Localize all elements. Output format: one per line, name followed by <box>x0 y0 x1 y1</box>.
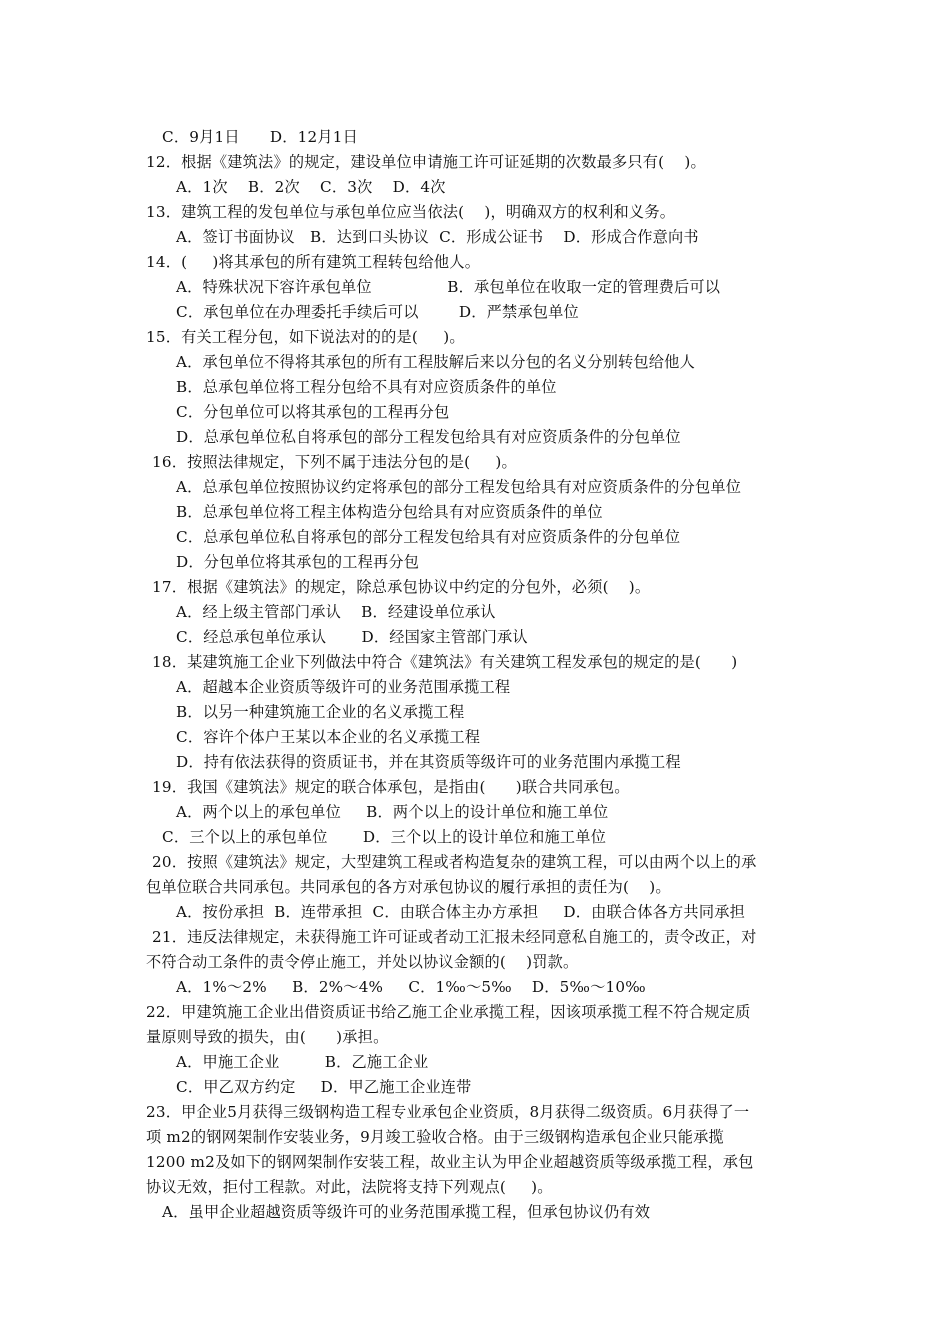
answer-option-line: C．容许个体户王某以本企业的名义承揽工程 <box>176 728 481 746</box>
answer-options-line: A．按份承担 B．连带承担 C．由联合体主办方承担 D．由联合体各方共同承担 <box>176 903 745 921</box>
answer-options-line: C．甲乙双方约定 D．甲乙施工企业连带 <box>176 1078 472 1096</box>
answer-option-line: B．总承包单位将工程分包给不具有对应资质条件的单位 <box>176 378 557 396</box>
answer-option-line: B．以另一种建筑施工企业的名义承揽工程 <box>176 703 465 721</box>
answer-option-line: B．总承包单位将工程主体构造分包给具有对应资质条件的单位 <box>176 503 603 521</box>
question-line: 14．( )将其承包的所有建筑工程转包给他人。 <box>146 253 481 271</box>
answer-options-line: A．两个以上的承包单位 B．两个以上的设计单位和施工单位 <box>176 803 609 821</box>
answer-option-line: A．总承包单位按照协议约定将承包的部分工程发包给具有对应资质条件的分包单位 <box>176 478 742 496</box>
question-line: 19．我国《建筑法》规定的联合体承包，是指由( )联合共同承包。 <box>152 778 630 796</box>
question-line: 18．某建筑施工企业下列做法中符合《建筑法》有关建筑工程发承包的规定的是( ) <box>152 653 738 671</box>
answer-option-line: D．持有依法获得的资质证书，并在其资质等级许可的业务范围内承揽工程 <box>176 753 681 771</box>
question-line: 15．有关工程分包，如下说法对的的是( )。 <box>146 328 465 346</box>
question-continuation-line: 1200 m2及如下的钢网架制作安装工程，故业主认为甲企业超越资质等级承揽工程，承包 <box>146 1153 754 1171</box>
answer-options-line: C．承包单位在办理委托手续后可以 D．严禁承包单位 <box>176 303 579 321</box>
answer-options-line: A．特殊状况下容许承包单位 B．承包单位在收取一定的管理费后可以 <box>176 278 721 296</box>
question-line: 20．按照《建筑法》规定，大型建筑工程或者构造复杂的建筑工程，可以由两个以上的承 <box>152 853 757 871</box>
question-line: 13．建筑工程的发包单位与承包单位应当依法( )，明确双方的权利和义务。 <box>146 203 676 221</box>
answer-options-line: A．甲施工企业 B．乙施工企业 <box>176 1053 429 1071</box>
question-line: 23．甲企业5月获得三级钢构造工程专业承包企业资质，8月获得二级资质。6月获得了一 <box>146 1103 750 1121</box>
answer-options-line: C．经总承包单位承认 D．经国家主管部门承认 <box>176 628 528 646</box>
answer-options-line: A．1%～2% B．2%～4% C．1‰～5‰ D．5‰～10‰ <box>176 978 646 996</box>
answer-option-line: C．总承包单位私自将承包的部分工程发包给具有对应资质条件的分包单位 <box>176 528 681 546</box>
question-continuation-line: 协议无效，拒付工程款。对此，法院将支持下列观点( )。 <box>146 1178 553 1196</box>
answer-option-line: A．超越本企业资质等级许可的业务范围承揽工程 <box>176 678 511 696</box>
question-line: 12．根据《建筑法》的规定，建设单位申请施工许可证延期的次数最多只有( )。 <box>146 153 706 171</box>
question-line: 22．甲建筑施工企业出借资质证书给乙施工企业承揽工程，因该项承揽工程不符合规定质 <box>146 1003 751 1021</box>
answer-options-line: C．三个以上的承包单位 D．三个以上的设计单位和施工单位 <box>162 828 607 846</box>
question-continuation-line: 量原则导致的损失，由( )承担。 <box>146 1028 389 1046</box>
question-continuation-line: 包单位联合共同承包。共同承包的各方对承包协议的履行承担的责任为( )。 <box>146 878 671 896</box>
answer-option-line: C．分包单位可以将其承包的工程再分包 <box>176 403 450 421</box>
answer-option-line: D．分包单位将其承包的工程再分包 <box>176 553 420 571</box>
answer-options-line: A．签订书面协议 B．达到口头协议 C．形成公证书 D．形成合作意向书 <box>176 228 699 246</box>
answer-options-line: A．经上级主管部门承认 B．经建设单位承认 <box>176 603 496 621</box>
question-line: 17．根据《建筑法》的规定，除总承包协议中约定的分包外，必须( )。 <box>152 578 651 596</box>
question-continuation-line: 不符合动工条件的责令停止施工，并处以协议金额的( )罚款。 <box>146 953 579 971</box>
question-line: 21．违反法律规定，未获得施工许可证或者动工汇报未经同意私自施工的，责令改正，对 <box>152 928 757 946</box>
question-continuation-line: 项 m2的钢网架制作安装业务，9月竣工验收合格。由于三级钢构造承包企业只能承揽 <box>146 1128 724 1146</box>
answer-options-line: A．1次 B．2次 C．3次 D．4次 <box>176 178 446 196</box>
answer-option-line: A．承包单位不得将其承包的所有工程肢解后来以分包的名义分别转包给他人 <box>176 353 695 371</box>
answer-option-line: D．总承包单位私自将承包的部分工程发包给具有对应资质条件的分包单位 <box>176 428 681 446</box>
answer-option-line: A．虽甲企业超越资质等级许可的业务范围承揽工程，但承包协议仍有效 <box>162 1203 651 1221</box>
question-line: 16．按照法律规定，下列不属于违法分包的是( )。 <box>152 453 517 471</box>
answer-options-line: C．9月1日 D．12月1日 <box>162 128 359 146</box>
